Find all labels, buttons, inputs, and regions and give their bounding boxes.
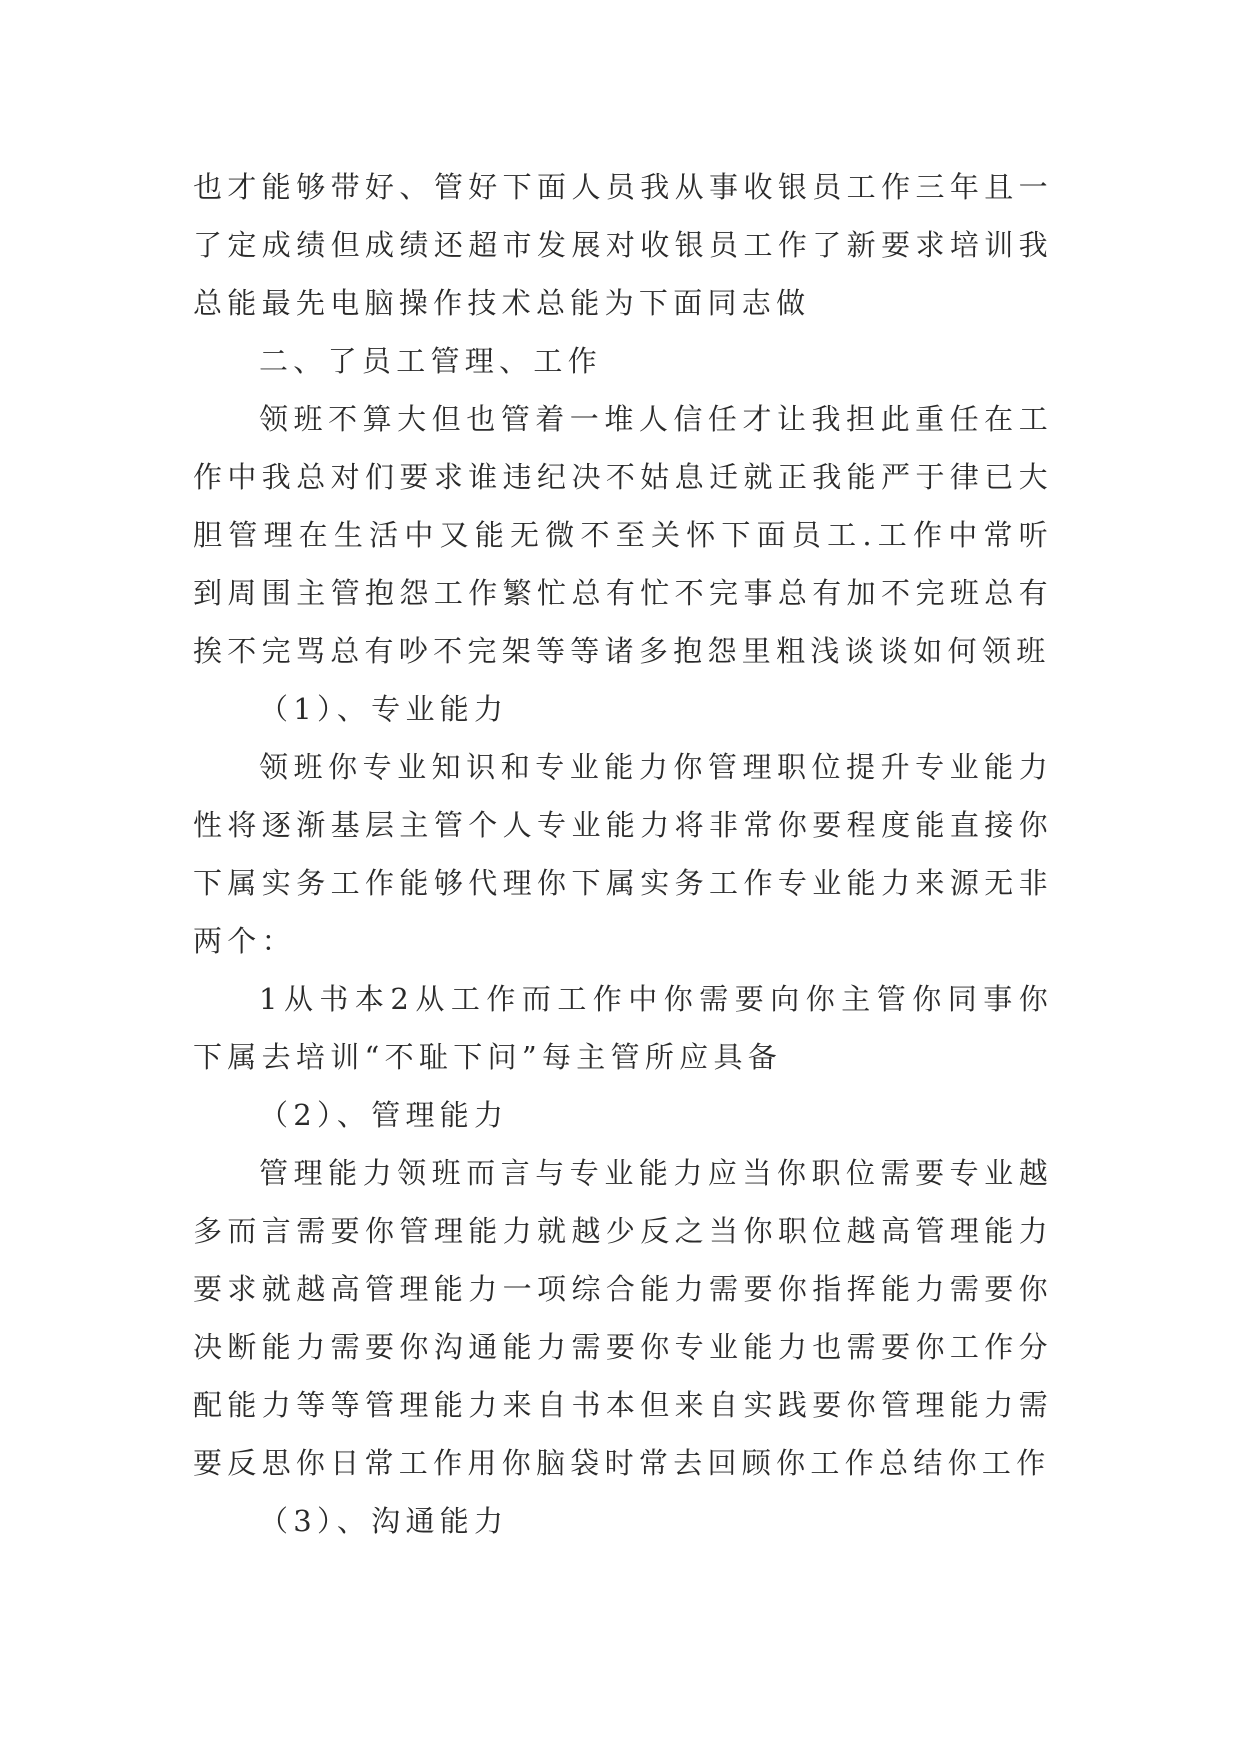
paragraph: 领班不算大但也管着一堆人信任才让我担此重任在工作中我总对们要求谁违纪决不姑息迁就正我能严于律已大胆管理在生活中又能无微不至关怀下面员工.工作中常听到周围主管抱怨工作繁忙总有忙不完事总有加不完班总有挨不完骂总有吵不完架等等诸多抱怨里粗浅谈谈如何领班 [193, 402, 1053, 668]
subsection-heading: （1）、专业能力 [259, 692, 509, 726]
section-heading: 二、了员工管理、工作 [259, 344, 603, 378]
paragraph: 也才能够带好、管好下面人员我从事收银员工作三年且一了定成绩但成绩还超市发展对收银员工作了新要求培训我总能最先电脑操作技术总能为下面同志做 [193, 170, 1053, 320]
paragraph: 管理能力领班而言与专业能力应当你职位需要专业越多而言需要你管理能力就越少反之当你职位越高管理能力要求就越高管理能力一项综合能力需要你指挥能力需要你决断能力需要你沟通能力需要你专业能力也需要你工作分配能力等等管理能力来自书本但来自实践要你管理能力需要反思你日常工作用你脑袋时常去回顾你工作总结你工作 [193, 1156, 1053, 1480]
document-body [193, 158, 1053, 1550]
subsection-heading: （3）、沟通能力 [259, 1504, 509, 1538]
paragraph: 1从书本2从工作而工作中你需要向你主管你同事你下属去培训“不耻下问”每主管所应具备 [193, 982, 1053, 1074]
paragraph: 领班你专业知识和专业能力你管理职位提升专业能力性将逐渐基层主管个人专业能力将非常你要程度能直接你下属实务工作能够代理你下属实务工作专业能力来源无非两个： [193, 750, 1053, 958]
subsection-heading: （2）、管理能力 [259, 1098, 509, 1132]
